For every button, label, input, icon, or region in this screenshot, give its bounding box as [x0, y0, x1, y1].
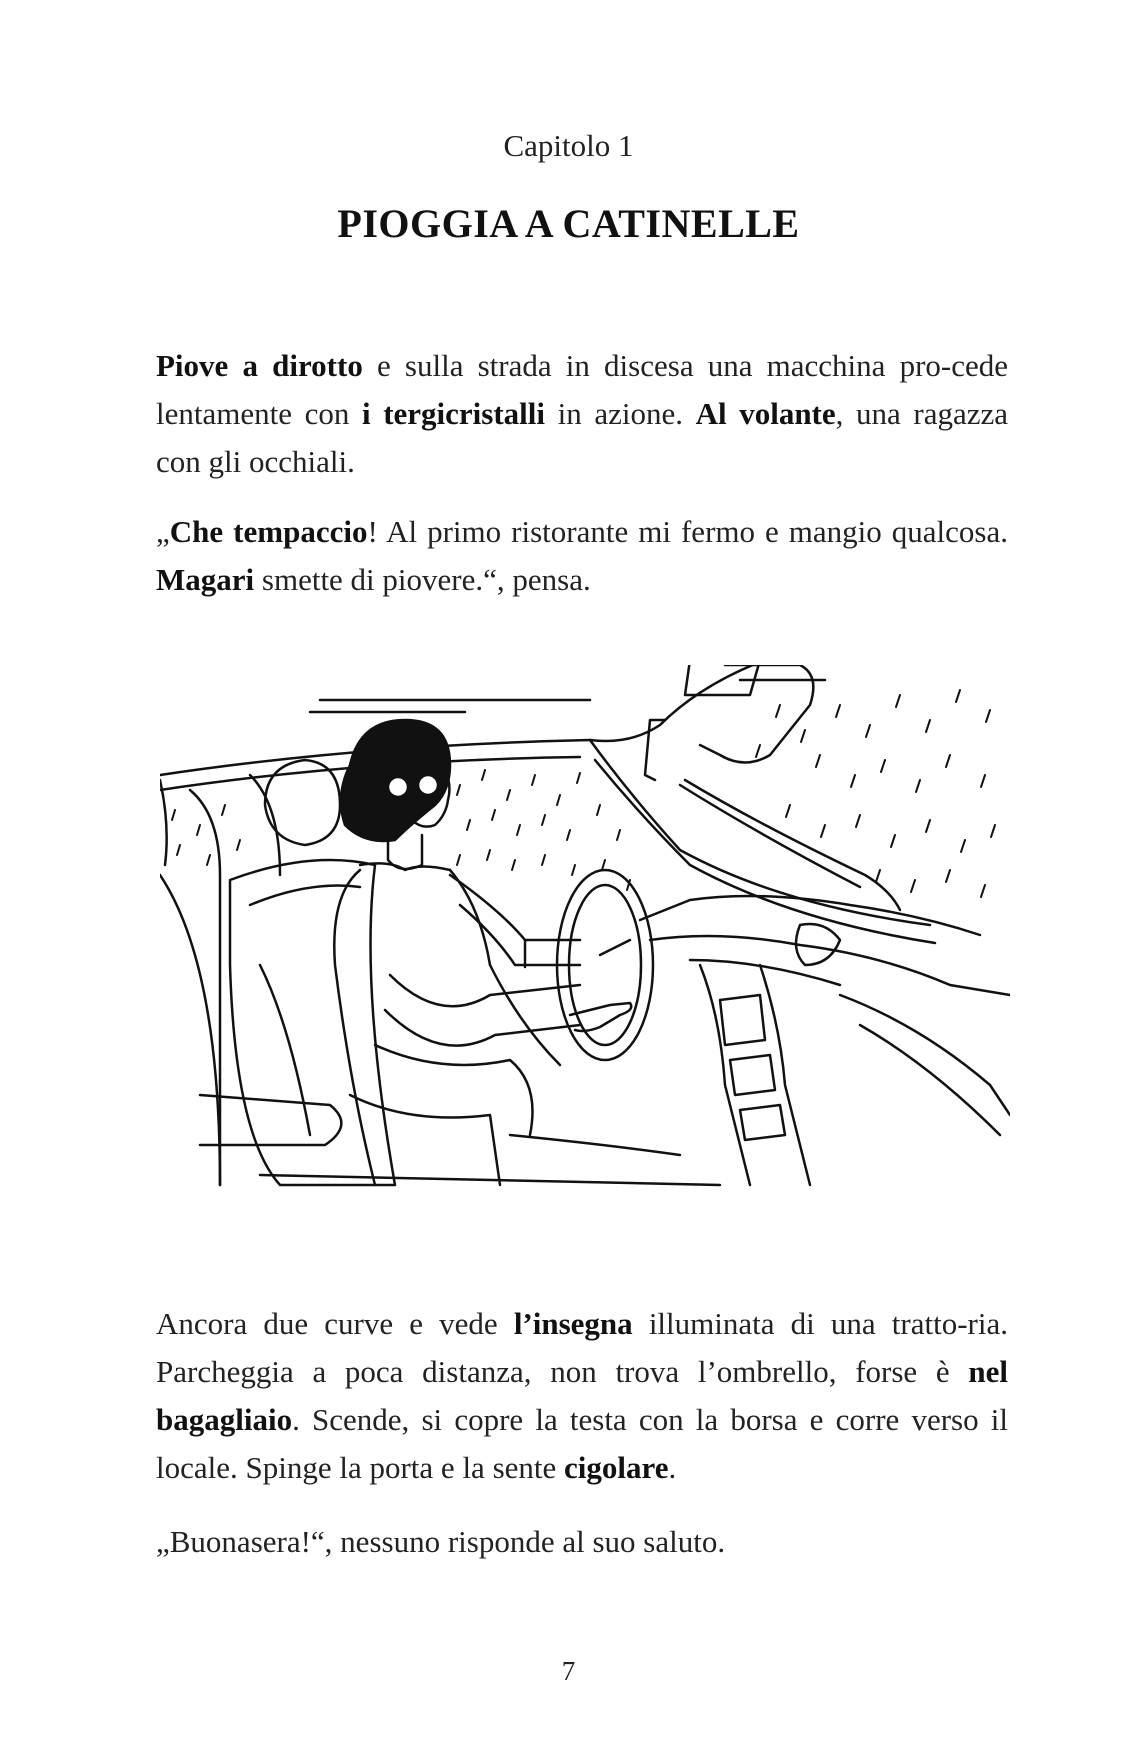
text-run: , una ragazza con gli occhiali. [156, 396, 1008, 479]
text-run: „ [156, 514, 170, 549]
illustration-woman-driving-in-rain [160, 665, 1010, 1240]
bold-term: Piove a dirotto [156, 348, 363, 383]
paragraph-2 [156, 508, 1008, 604]
text-run: Ancora due curve e vede [156, 1306, 514, 1341]
bold-term: cigolare [564, 1450, 669, 1485]
paragraph-4 [156, 1518, 1008, 1566]
bold-term: Che tempaccio [169, 514, 368, 549]
paragraph-1 [156, 342, 1008, 486]
text-run: ! Al primo ristorante mi fermo e mangio qualcosa. [367, 514, 1008, 549]
text-run: illuminata di una tratto-ria. Parcheggia a poca distanza, non trova l’ombrello, forse è [156, 1306, 1008, 1389]
text-run: e sulla strada in discesa una macchina pro-cede lentamente con [156, 348, 1008, 431]
page-number: 7 [561, 1656, 576, 1686]
chapter-label: Capitolo 1 [503, 128, 634, 163]
chapter-title: PIOGGIA A CATINELLE [337, 201, 800, 246]
text-run: „Buonasera!“, nessuno risponde al suo saluto. [156, 1524, 726, 1559]
text-run: . Scende, si copre la testa con la borsa e corre verso il locale. Spinge la porta e la sente [156, 1402, 1008, 1485]
bold-term: nel bagagliaio [156, 1354, 1008, 1437]
text-run: smette di piovere.“, pensa. [254, 562, 591, 597]
text-run: . [668, 1450, 677, 1485]
bold-term: Al volante [695, 396, 836, 431]
bold-term: l’insegna [513, 1306, 633, 1341]
text-run: in azione. [545, 396, 696, 431]
bold-term: i tergicristalli [361, 396, 546, 431]
paragraph-3 [156, 1300, 1008, 1492]
bold-term: Magari [156, 562, 255, 597]
